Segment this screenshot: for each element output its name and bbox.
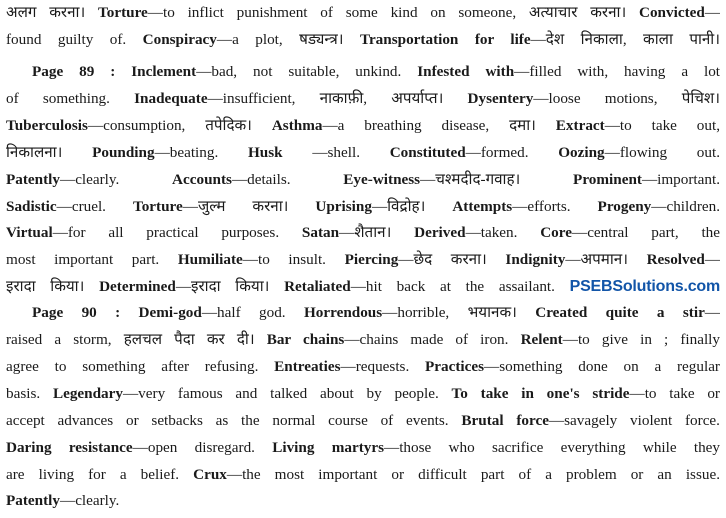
glossary-term: Humiliate [177, 251, 243, 268]
glossary-term: Legendary [52, 385, 123, 402]
glossary-term: Practices [425, 358, 485, 375]
definition-text: —bad, not suitable, unkind. [196, 63, 418, 80]
glossary-term: Infested with [417, 63, 515, 80]
definition-text: —consumption, तपेदिक। [87, 117, 272, 134]
glossary-term: Virtual [6, 224, 53, 241]
definition-text: —shell. [282, 144, 390, 161]
text-line [6, 327, 720, 353]
glossary-term: Core [540, 224, 572, 241]
site-watermark: PSEBSolutions.com [569, 278, 720, 295]
definition-text: —अपमान। [565, 251, 647, 268]
definition-text: —filled with, having a lot [514, 63, 720, 80]
glossary-term: Husk [247, 144, 283, 161]
glossary-term: Patently [6, 171, 60, 188]
text-line [6, 140, 720, 166]
definition-text: —taken. [465, 224, 541, 241]
glossary-term: Created quite a stir [535, 304, 705, 321]
glossary-term: Horrendous [303, 304, 383, 321]
definition-text: of something. [6, 90, 135, 107]
glossary-term: Pounding [92, 144, 155, 161]
glossary-term: Uprising [315, 198, 372, 215]
definition-text: —children. [651, 198, 720, 215]
definition-text: —central part, the [572, 224, 720, 241]
glossary-term: Indignity [505, 251, 566, 268]
glossary-term: To take in one's stride [451, 385, 630, 402]
definition-text: —efforts. [512, 198, 598, 215]
definition-text: —chains made of iron. [344, 331, 521, 348]
glossary-term: Eye-witness [343, 171, 421, 188]
glossary-term: Prominent [573, 171, 642, 188]
definition-text: —to give in ; finally [562, 331, 720, 348]
definition-text: —beating. [154, 144, 248, 161]
definition-text: —जुल्म करना। [182, 198, 316, 215]
glossary-term: Determined [99, 278, 176, 295]
definition-text: —something done on a regular [484, 358, 720, 375]
text-line [32, 300, 720, 326]
definition-text: —horrible, भयानक। [382, 304, 536, 321]
definition-text: —a breathing disease, दमा। [322, 117, 556, 134]
text-line [6, 194, 720, 220]
definition-text: —requests. [340, 358, 426, 375]
text-line [6, 167, 720, 193]
text-line [6, 274, 720, 300]
text-line [6, 488, 720, 514]
definition-text: —शैतान। [339, 224, 415, 241]
definition-text: —cruel. [56, 198, 133, 215]
text-line [32, 59, 720, 85]
glossary-term: Retaliated [284, 278, 351, 295]
definition-text: —formed. [465, 144, 559, 161]
definition-text: —half god. [201, 304, 304, 321]
glossary-term: Dysentery [467, 90, 534, 107]
definition-text: —the most important or difficult part of a problem or an issue. [226, 466, 720, 483]
definition-text: —to take or [629, 385, 720, 402]
text-line [6, 86, 720, 112]
definition-text: —clearly. [60, 171, 173, 188]
glossary-term: Convicted [639, 4, 705, 21]
definition-text: agree to something after refusing. [6, 358, 275, 375]
text-line [6, 462, 720, 488]
glossary-term: Piercing [344, 251, 399, 268]
definition-text: —to inflict punishment of some kind on someone, अत्याचार करना। [147, 4, 639, 21]
definition-text: —for all practical purposes. [52, 224, 302, 241]
glossary-term: Progeny [597, 198, 652, 215]
glossary-term: Transportation for life [359, 31, 531, 48]
definition-text: इरादा किया। [6, 278, 100, 295]
text-line [6, 408, 720, 434]
definition-text: —details. [231, 171, 344, 188]
definition-text: accept advances or setbacks as the normal course of events. [6, 412, 462, 429]
glossary-term: Asthma [271, 117, 323, 134]
glossary-term: Constituted [389, 144, 466, 161]
definition-text: —इरादा किया। [175, 278, 285, 295]
glossary-term: Daring resistance [6, 439, 133, 456]
definition-text: —savagely violent force. [548, 412, 720, 429]
glossary-term: Accounts [172, 171, 232, 188]
definition-text: most important part. [6, 251, 178, 268]
text-line [6, 247, 720, 273]
glossary-term: Conspiracy [142, 31, 217, 48]
glossary-term: Bar chains [266, 331, 345, 348]
glossary-term: Sadistic [6, 198, 57, 215]
definition-text: — [704, 251, 720, 268]
definition-text: —open disregard. [132, 439, 273, 456]
definition-text: —a plot, षड्यन्त्र। [216, 31, 360, 48]
definition-text: raised a storm, हलचल पैदा कर दी। [6, 331, 267, 348]
definition-text: — [704, 4, 720, 21]
definition-text: —hit back at the assailant. [350, 278, 570, 295]
definition-text: —चश्मदीद-गवाह। [420, 171, 574, 188]
text-line [6, 0, 720, 26]
text-line [6, 220, 720, 246]
definition-text: found guilty of. [6, 31, 143, 48]
definition-text: — [704, 304, 720, 321]
definition-text: —छेद करना। [398, 251, 506, 268]
glossary-term: Extract [555, 117, 605, 134]
text-line [6, 381, 720, 407]
definition-text: —clearly. [60, 492, 120, 509]
glossary-term: Inadequate [134, 90, 208, 107]
glossary-term: Page 90 : Demi-god [32, 304, 202, 321]
definition-text: —loose motions, पेचिश। [533, 90, 720, 107]
glossary-term: Torture [132, 198, 183, 215]
definition-text: are living for a belief. [6, 466, 194, 483]
glossary-term: Brutal force [461, 412, 549, 429]
definition-text: —to insult. [242, 251, 345, 268]
glossary-term: Living martyrs [272, 439, 384, 456]
glossary-term: Resolved [646, 251, 705, 268]
text-line [6, 354, 720, 380]
glossary-term: Page 89 : Inclement [32, 63, 197, 80]
definition-text: —insufficient, नाकाफ़ी, अपर्याप्त। [207, 90, 468, 107]
glossary-term: Attempts [452, 198, 513, 215]
text-line [6, 27, 720, 53]
definition-text: basis. [6, 385, 53, 402]
definition-text: —very famous and talked about by people. [122, 385, 452, 402]
glossary-term: Derived [414, 224, 466, 241]
definition-text: —to take out, [604, 117, 720, 134]
definition-text: —देश निकाला, काला पानी। [530, 31, 720, 48]
definition-text: निकालना। [6, 144, 93, 161]
glossary-term: Tuberculosis [6, 117, 88, 134]
glossary-term: Patently [6, 492, 60, 509]
definition-text: —विद्रोह। [371, 198, 453, 215]
text-line [6, 113, 720, 139]
glossary-term: Entreaties [274, 358, 341, 375]
glossary-term: Torture [98, 4, 148, 21]
glossary-term: Oozing [558, 144, 605, 161]
definition-text: —those who sacrifice everything while they [384, 439, 720, 456]
definition-text: अलग करना। [6, 4, 99, 21]
definition-text: —flowing out. [604, 144, 720, 161]
glossary-term: Crux [193, 466, 227, 483]
definition-text: —important. [641, 171, 720, 188]
glossary-term: Satan [301, 224, 340, 241]
glossary-term: Relent [520, 331, 563, 348]
text-line [6, 435, 720, 461]
